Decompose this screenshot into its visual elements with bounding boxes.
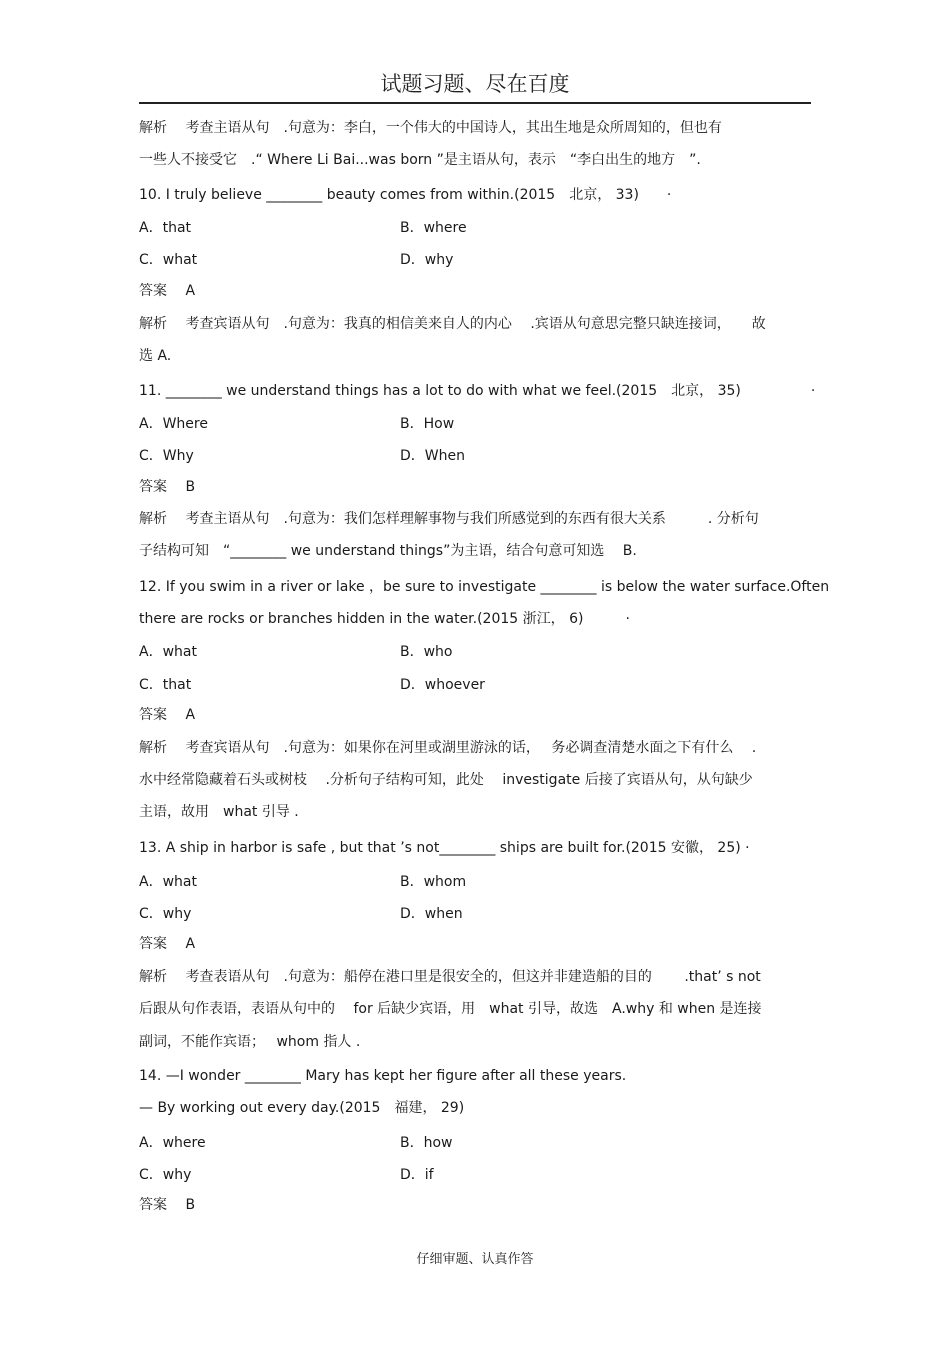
q12-option-a: A．what <box>139 644 197 660</box>
q11-option-c: C．Why <box>139 448 194 464</box>
q11-option-a: A．Where <box>139 416 208 432</box>
q12-answer: 答案 A <box>139 707 196 723</box>
q12-analysis-line: 解析 考查宾语从句 .句意为：如果你在河里或湖里游泳的话， 务必调查清楚水面之下有什么 . <box>139 740 757 756</box>
q10-analysis-line: 解析 考查宾语从句 .句意为：我真的相信美来自人的内心 .宾语从句意思完整只缺连接词， 故 <box>139 316 766 332</box>
q10-option-d: D．why <box>400 252 454 268</box>
question-13-stem: 13. A ship in harbor is safe , but that ’s not________ ships are built for.(2015 安徽， 25) · <box>139 840 750 856</box>
q11-answer: 答案 B <box>139 479 196 495</box>
q10-analysis-line: 选 A. <box>139 348 172 364</box>
q12-option-d: D．whoever <box>400 677 485 693</box>
q11-option-d: D．When <box>400 448 465 464</box>
q10-option-a: A．that <box>139 220 192 236</box>
q13-analysis-line: 后跟从句作表语，表语从句中的 for 后缺少宾语，用 what 引导，故选 A.why 和 when 是连接 <box>139 1001 762 1017</box>
q13-option-b: B．whom <box>400 874 467 890</box>
q14-option-a: A．where <box>139 1135 206 1151</box>
q11-analysis-line: 解析 考查主语从句 .句意为：我们怎样理解事物与我们所感觉到的东西有很大关系 . 分析句 <box>139 511 759 527</box>
question-11-stem: 11. ________ we understand things has a lot to do with what we feel.(2015 北京， 35) · <box>139 383 816 399</box>
q13-answer: 答案 A <box>139 936 196 952</box>
q13-option-c: C．why <box>139 906 192 922</box>
question-12-stem: there are rocks or branches hidden in the water.(2015 浙江， 6) · <box>139 611 630 627</box>
q14-option-c: C．why <box>139 1167 192 1183</box>
q10-option-c: C．what <box>139 252 198 268</box>
question-10-stem: 10. I truly believe ________ beauty comes from within.(2015 北京， 33) · <box>139 187 672 203</box>
analysis-line: 解析 考查主语从句 .句意为：李白，一个伟大的中国诗人，其出生地是众所周知的，但也有 <box>139 120 722 136</box>
q12-analysis-line: 主语，故用 what 引导 . <box>139 804 299 820</box>
q13-option-a: A．what <box>139 874 197 890</box>
q12-option-b: B．who <box>400 644 453 660</box>
q11-option-b: B．How <box>400 416 455 432</box>
q11-analysis-line: 子结构可知 “________ we understand things”为主语，结合句意可知选 B. <box>139 543 637 559</box>
q12-option-c: C．that <box>139 677 192 693</box>
question-14-stem: — By working out every day.(2015 福建， 29) <box>139 1100 465 1116</box>
q10-answer: 答案 A <box>139 283 196 299</box>
question-12-stem: 12. If you swim in a river or lake ，be sure to investigate ________ is below the water surface.Often <box>139 579 830 595</box>
page-header-title: 试题习题、尽在百度 <box>139 66 811 104</box>
q12-analysis-line: 水中经常隐藏着石头或树枝 .分析句子结构可知，此处 investigate 后接了宾语从句，从句缺少 <box>139 772 753 788</box>
q13-option-d: D．when <box>400 906 463 922</box>
q13-analysis-line: 副词，不能作宾语； whom 指人 . <box>139 1034 361 1050</box>
q14-answer: 答案 B <box>139 1197 196 1213</box>
page-footer: 仔细审题、认真作答 <box>416 1252 534 1267</box>
q13-analysis-line: 解析 考查表语从句 .句意为：船停在港口里是很安全的，但这并非建造船的目的 .that’ s not <box>139 969 761 985</box>
q10-option-b: B．where <box>400 220 467 236</box>
q14-option-b: B．how <box>400 1135 453 1151</box>
analysis-line: 一些人不接受它 .“ Where Li Bai...was born ”是主语从句，表示 “李白出生的地方 ”. <box>139 152 701 168</box>
q14-option-d: D．if <box>400 1167 434 1183</box>
question-14-stem: 14. —I wonder ________ Mary has kept her figure after all these years. <box>139 1068 627 1084</box>
